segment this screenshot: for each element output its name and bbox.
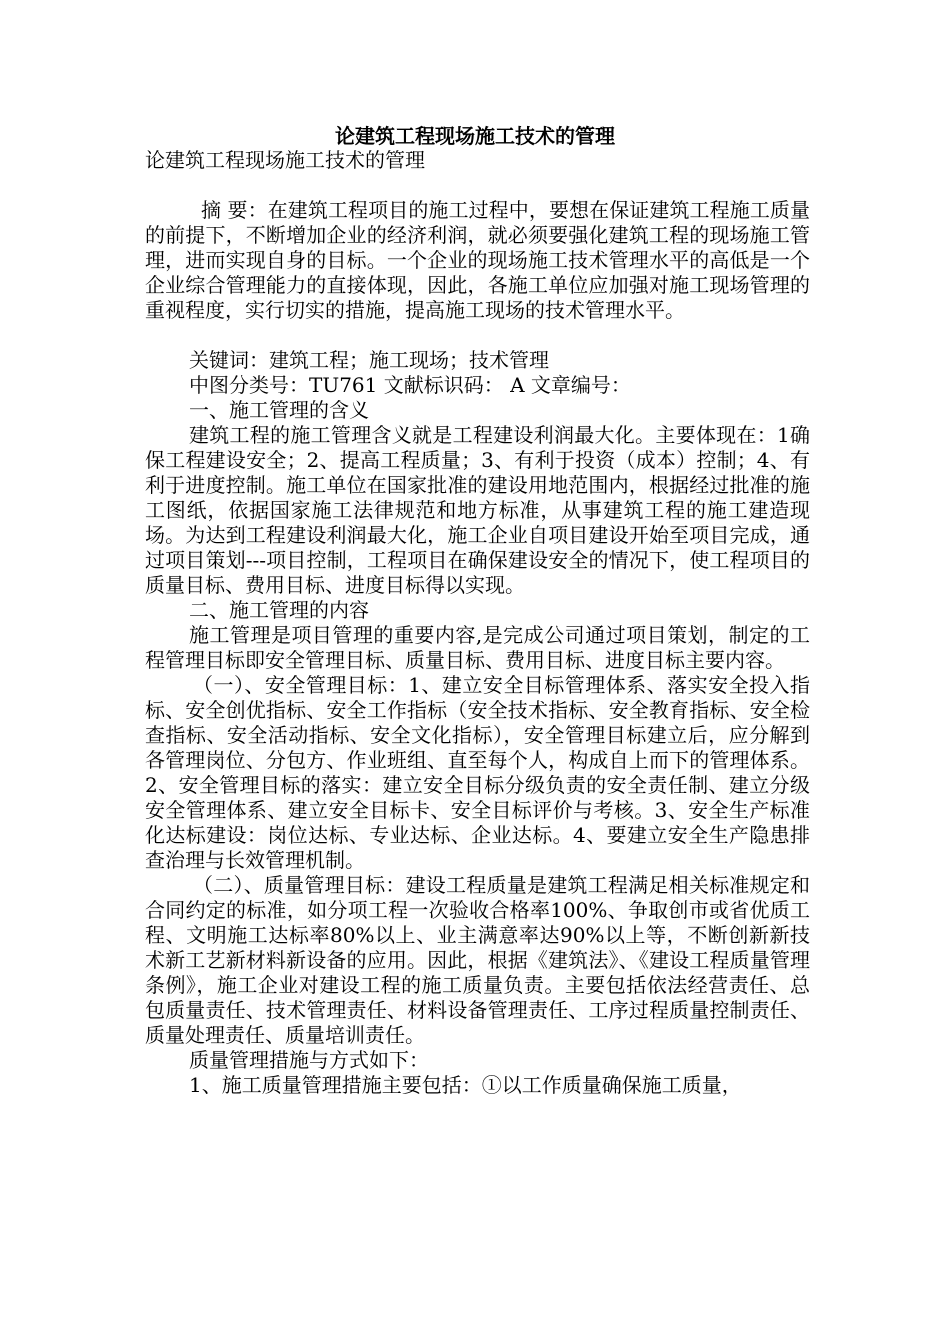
section-body-1: 建筑工程的施工管理含义就是工程建设利润最大化。主要体现在：1确保工程建设安全；2、提高工程质量；3、有利于投资（成本）控制；4、有利于进度控制。施工单位在国家批准的建设用地范围内，根据经过批准的施工图纸，依据国家施工法律规范和地方标准，从事建筑工程的施工建造现场。为达到工程建设利润最大化，施工企业自项目建设开始至项目完成，通过项目策划---项目控制，工程项目在确保建设安全的情况下，使工程项目的质量目标、费用目标、进度目标得以实现。 <box>145 423 810 597</box>
keywords-line: 关键词：建筑工程；施工现场；技术管理 <box>189 348 549 372</box>
document-subtitle: 论建筑工程现场施工技术的管理 <box>145 148 425 172</box>
abstract-paragraph: 摘 要：在建筑工程项目的施工过程中，要想在保证建筑工程施工质量的前提下，不断增加企业的经济利润，就必须要强化建筑工程的现场施工管理，进而实现自身的目标。一个企业的现场施工技术管理水平的高低是一个企业综合管理能力的直接体现，因此，各施工单位应加强对施工现场管理的重视程度，实行切实的措施，提高施工现场的技术管理水平。 <box>145 198 810 322</box>
classification-line: 中图分类号：TU761 文献标识码： A 文章编号： <box>189 373 631 397</box>
document-body <box>145 148 810 1098</box>
section-heading-2: 二、施工管理的内容 <box>189 598 369 622</box>
blank-line <box>145 173 810 198</box>
quality-goals-paragraph: （二）、质量管理目标：建设工程质量是建筑工程满足相关标准规定和合同约定的标准，如分项工程一次验收合格率100%、争取创市或省优质工程、文明施工达标率80%以上、业主满意率达90%以上等，不断创新新技术新工艺新材料新设备的应用。因此，根据《建筑法》、《建设工程质量管理条例》，施工企业对建设工程的施工质量负责。主要包括依法经营责任、总包质量责任、技术管理责任、材料设备管理责任、工序过程质量控制责任、质量处理责任、质量培训责任。 <box>145 873 810 1047</box>
section-body-2: 施工管理是项目管理的重要内容,是完成公司通过项目策划，制定的工程管理目标即安全管理目标、质量目标、费用目标、进度目标主要内容。 <box>145 623 810 672</box>
document-title: 论建筑工程现场施工技术的管理 <box>335 124 615 148</box>
section-heading-1: 一、施工管理的含义 <box>189 398 369 422</box>
safety-goals-paragraph: （一）、安全管理目标：1、建立安全目标管理体系、落实安全投入指标、安全创优指标、安全工作指标（安全技术指标、安全教育指标、安全检查指标、安全活动指标、安全文化指标），安全管理目标建立后，应分解到各管理岗位、分包方、作业班组、直至每个人，构成自上而下的管理体系。2、安全管理目标的落实：建立安全目标分级负责的安全责任制、建立分级安全管理体系、建立安全目标卡、安全目标评价与考核。3、安全生产标准化达标建设：岗位达标、专业达标、企业达标。4、要建立安全生产隐患排查治理与长效管理机制。 <box>145 673 810 872</box>
blank-line <box>145 323 810 348</box>
quality-measures-item-1: 1、施工质量管理措施主要包括：①以工作质量确保施工质量， <box>189 1073 742 1097</box>
quality-measures-heading: 质量管理措施与方式如下： <box>189 1048 429 1072</box>
